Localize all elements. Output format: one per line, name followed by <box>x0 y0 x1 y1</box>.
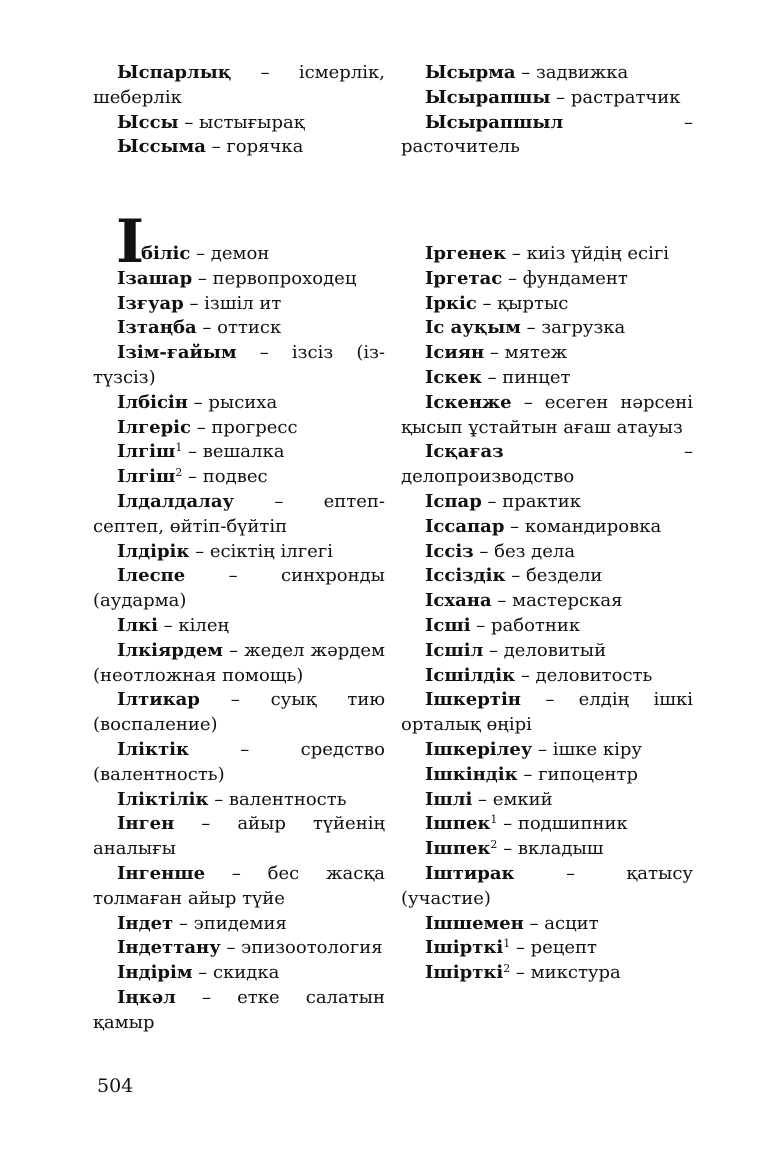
dictionary-entry <box>401 440 693 490</box>
entry-definition: – мастерская <box>491 590 623 612</box>
entry-headword: Ілбісін <box>117 391 188 413</box>
dictionary-entry <box>401 391 693 441</box>
entry-definition: – демон <box>190 243 270 264</box>
entry-headword: Інген <box>117 813 175 835</box>
entry-headword: Ысырапшы <box>425 86 551 108</box>
dictionary-entry <box>93 564 385 614</box>
entry-headword: Іліктілік <box>117 788 209 810</box>
entry-headword: Ыссыма <box>117 136 206 158</box>
entry-definition: – синхронды (аударма) <box>93 565 385 612</box>
entry-headword: Ішпек <box>425 838 491 860</box>
entry-headword: Ісқағаз <box>425 441 504 463</box>
entry-headword: Ішірткі <box>425 962 504 984</box>
entry-definition: – етке салатын қамыр <box>93 986 385 1033</box>
entry-definition: – практик <box>481 490 581 512</box>
dictionary-entry <box>93 688 385 738</box>
entry-headword: Іс ауқым <box>425 317 521 339</box>
entry-headword: Індеттану <box>117 937 221 959</box>
dictionary-entry <box>93 986 385 1036</box>
entry-definition: – мятеж <box>484 342 568 364</box>
entry-headword: Іссапар <box>425 515 505 537</box>
entry-definition: – қатысу (участие) <box>401 862 693 909</box>
dictionary-entry <box>93 862 385 912</box>
entry-definition: – фундамент <box>502 267 628 289</box>
dictionary-entry <box>93 936 385 961</box>
entry-headword: Ішірткі <box>425 937 504 959</box>
entry-headword: Ішкертін <box>425 689 521 711</box>
entry-definition: – командировка <box>504 515 662 537</box>
entry-definition: – прогресс <box>190 416 298 438</box>
dictionary-entry <box>401 86 693 111</box>
dictionary-entry <box>401 639 693 664</box>
dictionary-entry <box>93 912 385 937</box>
entry-definition: – задвижка <box>515 62 629 83</box>
dictionary-entry <box>93 738 385 788</box>
dictionary-entry <box>401 837 693 862</box>
entry-definition: – ептеп-септеп, өйтіп-бүйтіп <box>93 490 385 537</box>
dictionary-entry <box>93 316 385 341</box>
entry-definition: – работник <box>470 614 581 636</box>
dictionary-entry <box>401 316 693 341</box>
entry-definition: – ізшіл ит <box>183 292 282 314</box>
entry-headword: Ілтикар <box>117 689 200 711</box>
entry-sense-number: 2 <box>175 466 183 480</box>
dictionary-entry <box>93 341 385 391</box>
entry-headword: Ілкіярдем <box>117 639 223 661</box>
entry-definition: – есеген нәрсені қысып ұстайтын ағаш атауыз <box>401 391 693 438</box>
top-right-column <box>401 61 693 160</box>
entry-headword: Ішкерілеу <box>425 738 533 760</box>
entry-headword: Ілгіш <box>117 466 176 488</box>
entry-headword: Ісші <box>425 614 471 636</box>
entry-headword: Ізім-ғайым <box>117 342 237 364</box>
entry-headword: Індірім <box>117 962 193 984</box>
entry-sense-number: 2 <box>490 838 498 852</box>
entry-headword: Ізашар <box>117 267 193 289</box>
entry-headword: Іркіс <box>425 292 477 314</box>
dictionary-entry <box>93 61 385 111</box>
entry-headword: Ілеспе <box>117 565 186 587</box>
dictionary-entry <box>401 912 693 937</box>
dictionary-entry <box>401 614 693 639</box>
entry-definition: – горячка <box>205 136 304 158</box>
entry-headword: Ісшіл <box>425 639 484 661</box>
entry-definition: – валентность <box>208 788 347 810</box>
dictionary-entry <box>401 788 693 813</box>
dictionary-entry <box>401 812 693 837</box>
entry-headword: Ыспарлық <box>117 62 232 83</box>
entry-sense-number: 2 <box>503 962 511 976</box>
entry-definition: – елдің ішкі орталық өңірі <box>401 689 693 736</box>
entry-definition: – есіктің ілгегі <box>189 540 333 562</box>
entry-definition: – подвес <box>182 466 268 488</box>
entry-definition: – ішке кіру <box>532 738 642 760</box>
dictionary-entry <box>401 267 693 292</box>
dictionary-entry <box>93 788 385 813</box>
entry-headword: Ісшілдік <box>425 664 516 686</box>
entry-sense-number: 1 <box>175 441 183 455</box>
entry-definition: – загрузка <box>520 317 626 339</box>
entry-definition: – қыртыс <box>476 292 569 314</box>
entry-sense-number: 1 <box>490 813 498 827</box>
top-left-column <box>93 61 385 160</box>
dictionary-entry <box>93 614 385 639</box>
entry-definition: – вкладыш <box>497 838 604 860</box>
entry-headword: Іштирак <box>425 862 515 884</box>
dictionary-entry <box>93 465 385 490</box>
entry-definition: – подшипник <box>497 813 628 835</box>
entry-headword: Ыссы <box>117 111 179 133</box>
dictionary-entry <box>401 61 693 86</box>
entry-headword: Ілдалдалау <box>117 490 234 512</box>
entry-definition: – микстура <box>510 962 621 984</box>
entry-headword: Ысырма <box>425 62 516 83</box>
entry-headword: Ішпек <box>425 813 491 835</box>
entry-sense-number: 1 <box>503 937 511 951</box>
entry-definition: – первопроходец <box>192 267 357 289</box>
dictionary-entry <box>93 490 385 540</box>
dictionary-entry <box>401 341 693 366</box>
entry-definition: – кілең <box>157 614 230 636</box>
dictionary-entry <box>93 540 385 565</box>
entry-definition: – асцит <box>523 912 599 934</box>
dictionary-entry <box>401 366 693 391</box>
entry-headword: Ісиян <box>425 342 485 364</box>
entry-headword: Іспар <box>425 490 482 512</box>
entry-definition: – расточитель <box>401 111 693 158</box>
dictionary-entry <box>401 936 693 961</box>
entry-headword: Іліктік <box>117 738 189 760</box>
dictionary-entry <box>93 292 385 317</box>
entry-definition: – айыр түйенің аналығы <box>93 813 385 860</box>
entry-headword: Ілгіш <box>117 441 176 463</box>
entry-definition: – растратчик <box>550 86 681 108</box>
dictionary-entry <box>401 242 693 267</box>
entry-definition: – бездели <box>505 565 603 587</box>
dictionary-entry <box>401 688 693 738</box>
entry-definition: – вешалка <box>182 441 285 463</box>
entry-definition: – эпизоотология <box>220 937 383 959</box>
entry-definition: – оттиск <box>196 317 282 339</box>
entry-headword: біліс <box>141 243 191 264</box>
dictionary-entry <box>401 564 693 589</box>
entry-definition: – рысиха <box>187 391 278 413</box>
dictionary-entry <box>93 391 385 416</box>
entry-definition: – киіз үйдің есігі <box>506 243 670 264</box>
entry-definition: – делопроизводство <box>401 441 693 488</box>
dictionary-entry <box>93 440 385 465</box>
entry-definition: – без дела <box>473 540 576 562</box>
entry-headword: Ізтаңба <box>117 317 197 339</box>
dictionary-entry <box>93 416 385 441</box>
page-number: 504 <box>97 1075 134 1097</box>
entry-headword: Іскенже <box>425 391 512 413</box>
section-dropcap-letter: І <box>116 207 145 277</box>
entry-definition: – суық тию (воспаление) <box>93 689 385 736</box>
dictionary-entry <box>401 589 693 614</box>
entry-definition: – гипоцентр <box>517 763 639 785</box>
dictionary-entry <box>401 961 693 986</box>
dictionary-entry <box>401 292 693 317</box>
dictionary-entry <box>401 515 693 540</box>
entry-definition: – жедел жәрдем (неотложная помощь) <box>93 639 385 686</box>
entry-headword: Іссіз <box>425 540 474 562</box>
entry-headword: Індет <box>117 912 174 934</box>
entry-headword: Іңкәл <box>117 986 176 1008</box>
entry-headword: Ысырапшыл <box>425 111 564 133</box>
entry-headword: Іргенек <box>425 243 507 264</box>
main-right-column <box>401 242 693 986</box>
entry-headword: Іскек <box>425 366 482 388</box>
entry-definition: – бес жасқа толмаған айыр түйе <box>93 862 385 909</box>
entry-definition: – ыстығырақ <box>178 111 305 133</box>
entry-definition: – деловитость <box>515 664 653 686</box>
dictionary-entry <box>401 490 693 515</box>
main-left-column <box>93 242 385 1036</box>
dictionary-entry <box>93 135 385 160</box>
dictionary-entry <box>93 639 385 689</box>
dictionary-entry <box>401 664 693 689</box>
entry-headword: Інгенше <box>117 862 206 884</box>
entry-definition: – ісмерлік, шеберлік <box>93 62 385 108</box>
dictionary-entry <box>401 738 693 763</box>
entry-headword: Ілгеріс <box>117 416 191 438</box>
entry-definition: – скидка <box>192 962 280 984</box>
entry-headword: Іргетас <box>425 267 503 289</box>
dictionary-entry <box>93 961 385 986</box>
dictionary-entry <box>401 763 693 788</box>
entry-definition: – средство (валентность) <box>93 738 385 785</box>
entry-headword: Ізғуар <box>117 292 184 314</box>
entry-headword: Іссіздік <box>425 565 506 587</box>
dictionary-entry <box>93 812 385 862</box>
dictionary-entry <box>93 267 385 292</box>
dictionary-entry <box>401 862 693 912</box>
entry-headword: Ішлі <box>425 788 473 810</box>
entry-headword: Ілдірік <box>117 540 190 562</box>
entry-headword: Ілкі <box>117 614 158 636</box>
entry-definition: – эпидемия <box>173 912 287 934</box>
entry-definition: – ізсіз (із-түзсіз) <box>93 342 385 388</box>
entry-definition: – рецепт <box>510 937 597 959</box>
entry-definition: – пинцет <box>481 366 571 388</box>
dictionary-entry <box>401 540 693 565</box>
entry-headword: Ісхана <box>425 590 492 612</box>
entry-headword: Ішкіндік <box>425 763 518 785</box>
dictionary-entry <box>93 111 385 136</box>
dictionary-entry <box>93 242 385 267</box>
entry-definition: – емкий <box>472 788 553 810</box>
dictionary-entry <box>401 111 693 161</box>
entry-definition: – деловитый <box>483 639 607 661</box>
entry-headword: Ішшемен <box>425 912 524 934</box>
